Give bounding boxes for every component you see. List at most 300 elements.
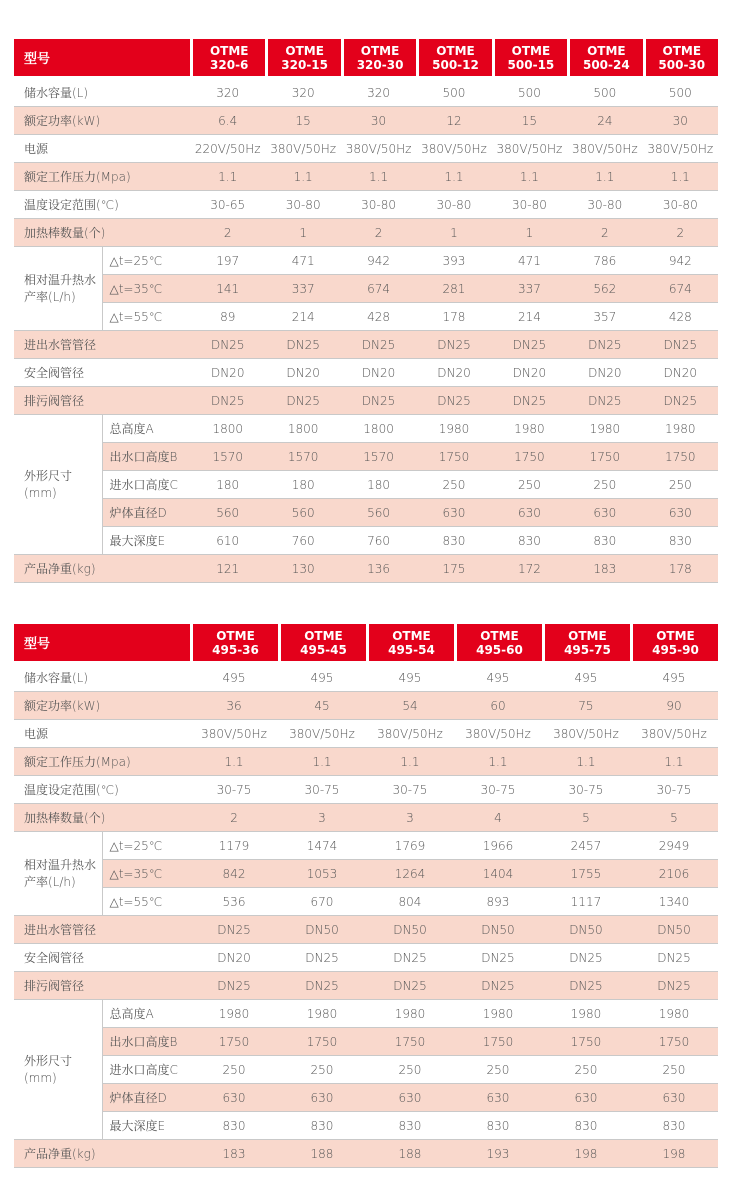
cell-value: 1769	[366, 832, 454, 860]
cell-value: 180	[265, 471, 340, 499]
cell-value: 1404	[454, 860, 542, 888]
cell-value: 178	[416, 303, 491, 331]
cell-value: 180	[190, 471, 265, 499]
cell-value: 250	[454, 1056, 542, 1084]
spec-row-dt25	[14, 832, 718, 860]
model-name-line2: 495-45	[300, 642, 347, 657]
cell-value: 60	[454, 692, 542, 720]
cell-value: 500	[416, 78, 491, 107]
cell-value: 1750	[366, 1028, 454, 1056]
spec-row-supply	[14, 135, 718, 163]
row-label: 额定工作压力(Mpa)	[14, 748, 190, 776]
cell-value: 380V/50Hz	[341, 135, 416, 163]
model-name-line1: OTME	[392, 628, 431, 643]
cell-value: 193	[454, 1140, 542, 1168]
sub-row-label: △t=55℃	[102, 303, 190, 331]
dimensions-group-label: 外形尺寸(mm)	[14, 415, 102, 555]
hot-water-rate-group-label: 相对温升热水产率(L/h)	[14, 247, 102, 331]
spec-row-power	[14, 107, 718, 135]
model-name	[341, 39, 416, 76]
cell-value: 2	[341, 219, 416, 247]
sub-row-label: 炉体直径D	[102, 1084, 190, 1112]
cell-value: 337	[492, 275, 567, 303]
cell-value: 630	[643, 499, 718, 527]
cell-value: 1.1	[492, 163, 567, 191]
cell-value: DN25	[492, 331, 567, 359]
cell-value: 30-80	[416, 191, 491, 219]
cell-value: 1570	[341, 443, 416, 471]
cell-value: DN20	[190, 944, 278, 972]
model-name	[366, 624, 454, 661]
cell-value: 380V/50Hz	[190, 720, 278, 748]
cell-value: 1800	[265, 415, 340, 443]
cell-value: 4	[454, 804, 542, 832]
cell-value: 380V/50Hz	[643, 135, 718, 163]
cell-value: 250	[416, 471, 491, 499]
model-name-line1: OTME	[511, 43, 551, 58]
cell-value: 15	[492, 107, 567, 135]
cell-value: 30-75	[542, 776, 630, 804]
model-name-line1: OTME	[436, 43, 475, 58]
cell-value: 1800	[341, 415, 416, 443]
model-name-line2: 495-90	[652, 642, 699, 657]
model-column-header	[265, 39, 340, 78]
cell-value: 786	[567, 247, 642, 275]
spec-row-dt25	[14, 247, 718, 275]
cell-value: 380V/50Hz	[265, 135, 340, 163]
spec-row-weight	[14, 555, 718, 583]
cell-value: 630	[542, 1084, 630, 1112]
model-name-line2: 500-24	[582, 57, 630, 72]
model-column-header	[341, 39, 416, 78]
cell-value: 198	[542, 1140, 630, 1168]
cell-value: 380V/50Hz	[542, 720, 630, 748]
cell-value: 5	[630, 804, 718, 832]
model-name	[643, 39, 718, 76]
cell-value: 178	[643, 555, 718, 583]
cell-value: 90	[630, 692, 718, 720]
cell-value: DN25	[278, 944, 366, 972]
cell-value: 1.1	[454, 748, 542, 776]
cell-value: 630	[492, 499, 567, 527]
sub-row-label: 最大深度E	[102, 527, 190, 555]
cell-value: 380V/50Hz	[366, 720, 454, 748]
model-column-header	[643, 39, 718, 78]
cell-value: 760	[341, 527, 416, 555]
model-column-header	[630, 624, 718, 663]
cell-value: 380V/50Hz	[630, 720, 718, 748]
model-name-line1: OTME	[656, 628, 695, 643]
cell-value: DN25	[265, 331, 340, 359]
cell-value: DN20	[567, 359, 642, 387]
cell-value: 121	[190, 555, 265, 583]
spec-row-dim-a	[14, 1000, 718, 1028]
spec-row-dim-d	[14, 499, 718, 527]
sub-row-label: 出水口高度B	[102, 1028, 190, 1056]
spec-row-capacity	[14, 78, 718, 107]
cell-value: 1980	[454, 1000, 542, 1028]
cell-value: 830	[492, 527, 567, 555]
cell-value: 393	[416, 247, 491, 275]
model-name-line1: OTME	[662, 43, 702, 58]
cell-value: 6.4	[190, 107, 265, 135]
cell-value: 1179	[190, 832, 278, 860]
cell-value: 1980	[190, 1000, 278, 1028]
model-header-label: 型号	[14, 624, 190, 661]
cell-value: 250	[567, 471, 642, 499]
model-column-header	[190, 624, 278, 663]
cell-value: 1.1	[567, 163, 642, 191]
spec-row-dim-d	[14, 1084, 718, 1112]
cell-value: 188	[278, 1140, 366, 1168]
row-label: 电源	[14, 720, 190, 748]
cell-value: 630	[454, 1084, 542, 1112]
cell-value: 36	[190, 692, 278, 720]
cell-value: 130	[265, 555, 340, 583]
model-name-line2: 495-75	[564, 642, 611, 657]
model-name-line1: OTME	[209, 43, 249, 58]
sub-row-label: △t=55℃	[102, 888, 190, 916]
cell-value: 1980	[416, 415, 491, 443]
cell-value: DN25	[265, 387, 340, 415]
cell-value: 2	[190, 219, 265, 247]
cell-value: 2457	[542, 832, 630, 860]
cell-value: 172	[492, 555, 567, 583]
spec-row-pressure	[14, 163, 718, 191]
spec-row-temp-range	[14, 191, 718, 219]
model-name	[190, 39, 265, 76]
cell-value: 830	[416, 527, 491, 555]
cell-value: DN20	[416, 359, 491, 387]
sub-row-label: 出水口高度B	[102, 443, 190, 471]
row-label: 额定功率(kW)	[14, 692, 190, 720]
model-name-line1: OTME	[480, 628, 519, 643]
cell-value: 1570	[190, 443, 265, 471]
sub-row-label: △t=25℃	[102, 247, 190, 275]
cell-value: DN25	[190, 916, 278, 944]
cell-value: 674	[341, 275, 416, 303]
cell-value: 250	[630, 1056, 718, 1084]
cell-value: 250	[492, 471, 567, 499]
cell-value: 2	[567, 219, 642, 247]
model-name-line1: OTME	[587, 43, 626, 58]
spec-row-drain	[14, 972, 718, 1000]
cell-value: 495	[190, 663, 278, 692]
cell-value: 500	[567, 78, 642, 107]
cell-value: 1750	[416, 443, 491, 471]
cell-value: 428	[341, 303, 416, 331]
model-column-header	[416, 39, 491, 78]
spec-row-heaters	[14, 804, 718, 832]
cell-value: 250	[643, 471, 718, 499]
row-label: 产品净重(kg)	[14, 1140, 190, 1168]
cell-value: 15	[265, 107, 340, 135]
cell-value: 380V/50Hz	[492, 135, 567, 163]
cell-value: 500	[643, 78, 718, 107]
cell-value: DN25	[190, 387, 265, 415]
cell-value: 250	[542, 1056, 630, 1084]
cell-value: 1750	[542, 1028, 630, 1056]
cell-value: 24	[567, 107, 642, 135]
header-row	[14, 39, 718, 78]
model-name-line2: 320-6	[210, 57, 249, 72]
cell-value: 214	[265, 303, 340, 331]
cell-value: 250	[366, 1056, 454, 1084]
model-name	[454, 624, 542, 661]
row-label: 产品净重(kg)	[14, 555, 190, 583]
model-name	[278, 624, 366, 661]
cell-value: DN25	[643, 331, 718, 359]
spec-row-temp-range	[14, 776, 718, 804]
cell-value: 1980	[278, 1000, 366, 1028]
cell-value: 12	[416, 107, 491, 135]
model-column-header	[542, 624, 630, 663]
cell-value: 198	[630, 1140, 718, 1168]
cell-value: 1.1	[643, 163, 718, 191]
cell-value: 320	[265, 78, 340, 107]
spec-table-2	[14, 624, 718, 1168]
cell-value: 1.1	[278, 748, 366, 776]
cell-value: DN25	[454, 972, 542, 1000]
cell-value: 2	[190, 804, 278, 832]
cell-value: 250	[190, 1056, 278, 1084]
row-label: 储水容量(L)	[14, 663, 190, 692]
cell-value: 1.1	[190, 748, 278, 776]
spec-row-dt55	[14, 303, 718, 331]
cell-value: 30-75	[278, 776, 366, 804]
spec-row-dim-e	[14, 527, 718, 555]
dimensions-group-label: 外形尺寸(mm)	[14, 1000, 102, 1140]
cell-value: DN25	[341, 387, 416, 415]
cell-value: 1117	[542, 888, 630, 916]
cell-value: 1750	[643, 443, 718, 471]
row-label: 电源	[14, 135, 190, 163]
sub-row-label: △t=25℃	[102, 832, 190, 860]
model-name-line2: 495-60	[476, 642, 523, 657]
sub-row-label: 进水口高度C	[102, 1056, 190, 1084]
model-name-line2: 320-15	[281, 57, 329, 72]
cell-value: DN25	[190, 331, 265, 359]
row-label: 温度设定范围(℃)	[14, 191, 190, 219]
cell-value: 337	[265, 275, 340, 303]
spec-row-dim-b	[14, 443, 718, 471]
hot-water-rate-group-label: 相对温升热水产率(L/h)	[14, 832, 102, 916]
cell-value: DN25	[542, 972, 630, 1000]
cell-value: 30-80	[341, 191, 416, 219]
cell-value: 1053	[278, 860, 366, 888]
cell-value: 630	[567, 499, 642, 527]
cell-value: 562	[567, 275, 642, 303]
cell-value: DN20	[341, 359, 416, 387]
cell-value: 30-75	[630, 776, 718, 804]
cell-value: 1.1	[265, 163, 340, 191]
cell-value: DN25	[366, 944, 454, 972]
cell-value: DN20	[492, 359, 567, 387]
cell-value: DN20	[643, 359, 718, 387]
model-column-header	[567, 39, 642, 78]
cell-value: 320	[190, 78, 265, 107]
model-name	[416, 39, 491, 76]
cell-value: 75	[542, 692, 630, 720]
sub-row-label: 进水口高度C	[102, 471, 190, 499]
cell-value: 1.1	[366, 748, 454, 776]
cell-value: 1.1	[190, 163, 265, 191]
cell-value: 830	[542, 1112, 630, 1140]
cell-value: 1980	[542, 1000, 630, 1028]
cell-value: 380V/50Hz	[454, 720, 542, 748]
cell-value: DN25	[416, 387, 491, 415]
spec-row-heaters	[14, 219, 718, 247]
cell-value: 3	[278, 804, 366, 832]
cell-value: 380V/50Hz	[278, 720, 366, 748]
cell-value: 1	[492, 219, 567, 247]
cell-value: 30-80	[492, 191, 567, 219]
spec-row-dim-a	[14, 415, 718, 443]
model-name	[265, 39, 340, 76]
cell-value: 830	[366, 1112, 454, 1140]
model-name-line1: OTME	[216, 628, 255, 643]
cell-value: 760	[265, 527, 340, 555]
cell-value: 30-80	[643, 191, 718, 219]
model-name-line2: 500-30	[658, 57, 706, 72]
cell-value: 30	[341, 107, 416, 135]
model-name	[190, 624, 278, 661]
cell-value: 30-80	[567, 191, 642, 219]
cell-value: 2949	[630, 832, 718, 860]
cell-value: 30	[643, 107, 718, 135]
model-column-header	[190, 39, 265, 78]
cell-value: 630	[366, 1084, 454, 1112]
cell-value: DN25	[630, 972, 718, 1000]
cell-value: 630	[278, 1084, 366, 1112]
cell-value: DN25	[341, 331, 416, 359]
model-name-line2: 320-30	[356, 57, 404, 72]
row-label: 额定功率(kW)	[14, 107, 190, 135]
cell-value: 54	[366, 692, 454, 720]
model-name-line1: OTME	[568, 628, 607, 643]
model-column-header	[454, 624, 542, 663]
cell-value: 1264	[366, 860, 454, 888]
spec-row-inlet	[14, 331, 718, 359]
spec-row-dim-e	[14, 1112, 718, 1140]
cell-value: 560	[190, 499, 265, 527]
cell-value: 830	[278, 1112, 366, 1140]
row-label: 进出水管管径	[14, 331, 190, 359]
model-name-line2: 500-12	[432, 57, 479, 72]
model-name	[567, 39, 642, 76]
cell-value: 183	[567, 555, 642, 583]
cell-value: 500	[492, 78, 567, 107]
spec-row-weight	[14, 1140, 718, 1168]
cell-value: 1750	[278, 1028, 366, 1056]
cell-value: 1.1	[341, 163, 416, 191]
cell-value: DN25	[630, 944, 718, 972]
spec-row-dim-c	[14, 1056, 718, 1084]
model-name-line2: 495-36	[212, 642, 259, 657]
cell-value: 830	[643, 527, 718, 555]
cell-value: 1980	[567, 415, 642, 443]
cell-value: 180	[341, 471, 416, 499]
spec-row-safety	[14, 359, 718, 387]
row-label: 加热棒数量(个)	[14, 219, 190, 247]
model-name-line2: 500-15	[507, 57, 555, 72]
cell-value: DN25	[190, 972, 278, 1000]
row-label: 排污阀管径	[14, 972, 190, 1000]
cell-value: 1474	[278, 832, 366, 860]
model-header-cell	[14, 624, 190, 663]
spec-row-pressure	[14, 748, 718, 776]
cell-value: DN25	[567, 331, 642, 359]
cell-value: 830	[454, 1112, 542, 1140]
cell-value: 250	[278, 1056, 366, 1084]
cell-value: 30-75	[454, 776, 542, 804]
cell-value: 1755	[542, 860, 630, 888]
spec-row-inlet	[14, 916, 718, 944]
cell-value: 1750	[630, 1028, 718, 1056]
cell-value: 380V/50Hz	[567, 135, 642, 163]
sub-row-label: △t=35℃	[102, 275, 190, 303]
cell-value: 136	[341, 555, 416, 583]
cell-value: 183	[190, 1140, 278, 1168]
spec-row-dt55	[14, 888, 718, 916]
row-label: 温度设定范围(℃)	[14, 776, 190, 804]
cell-value: 471	[265, 247, 340, 275]
cell-value: DN25	[416, 331, 491, 359]
cell-value: 495	[454, 663, 542, 692]
sub-row-label: 总高度A	[102, 1000, 190, 1028]
cell-value: 1750	[454, 1028, 542, 1056]
cell-value: DN25	[567, 387, 642, 415]
cell-value: 1966	[454, 832, 542, 860]
cell-value: DN25	[278, 972, 366, 1000]
model-name	[630, 624, 718, 661]
row-label: 安全阀管径	[14, 944, 190, 972]
cell-value: 380V/50Hz	[416, 135, 491, 163]
model-name-line1: OTME	[360, 43, 400, 58]
cell-value: 560	[341, 499, 416, 527]
spec-row-dt35	[14, 860, 718, 888]
model-column-header	[278, 624, 366, 663]
cell-value: DN50	[630, 916, 718, 944]
cell-value: 630	[630, 1084, 718, 1112]
cell-value: 1750	[492, 443, 567, 471]
cell-value: 2	[643, 219, 718, 247]
cell-value: 30-75	[190, 776, 278, 804]
row-label: 储水容量(L)	[14, 78, 190, 107]
cell-value: 220V/50Hz	[190, 135, 265, 163]
cell-value: DN25	[366, 972, 454, 1000]
cell-value: 495	[278, 663, 366, 692]
cell-value: DN25	[542, 944, 630, 972]
cell-value: 1340	[630, 888, 718, 916]
cell-value: 2106	[630, 860, 718, 888]
cell-value: 893	[454, 888, 542, 916]
cell-value: 804	[366, 888, 454, 916]
model-name	[542, 624, 630, 661]
cell-value: 942	[341, 247, 416, 275]
cell-value: 1.1	[416, 163, 491, 191]
spec-row-safety	[14, 944, 718, 972]
cell-value: 830	[567, 527, 642, 555]
cell-value: 560	[265, 499, 340, 527]
cell-value: DN25	[643, 387, 718, 415]
cell-value: DN50	[542, 916, 630, 944]
cell-value: 495	[542, 663, 630, 692]
cell-value: 471	[492, 247, 567, 275]
cell-value: 830	[190, 1112, 278, 1140]
cell-value: 674	[643, 275, 718, 303]
model-name	[492, 39, 567, 76]
